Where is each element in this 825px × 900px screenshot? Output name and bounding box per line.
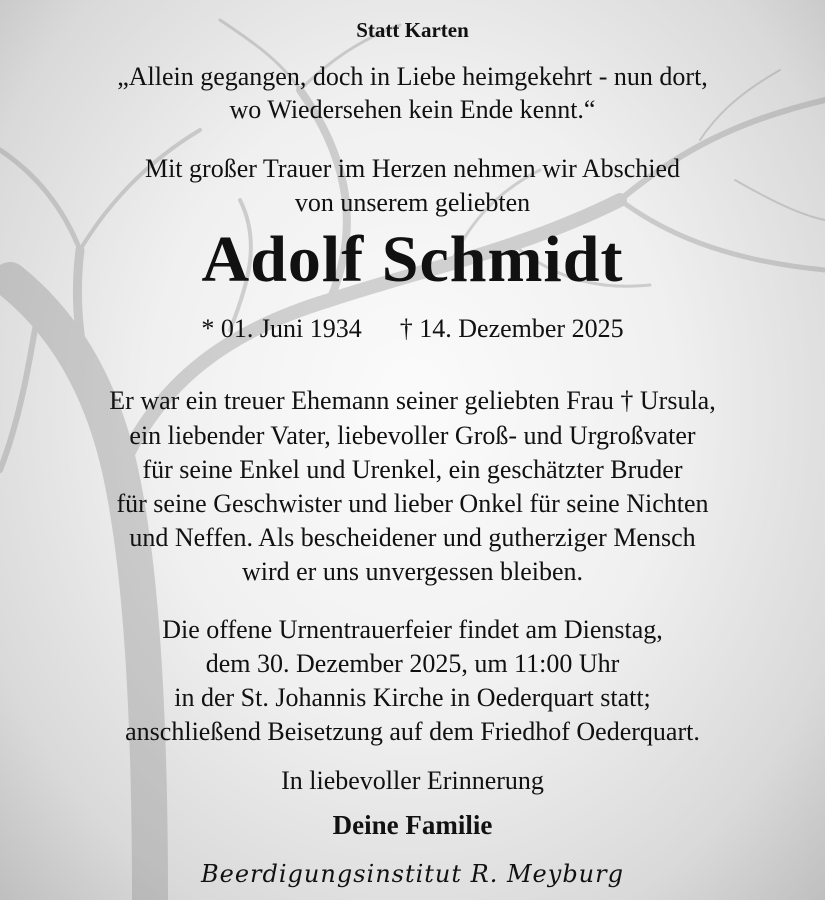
intro-line: von unserem geliebten bbox=[294, 188, 531, 217]
quote-line: „Allein gegangen, doch in Liebe heimgekehrt - nun dort, bbox=[117, 62, 708, 91]
ceremony-line: dem 30. Dezember 2025, um 11:00 Uhr bbox=[205, 649, 620, 678]
ceremony-line: anschließend Beisetzung auf dem Friedhof Oederquart. bbox=[125, 717, 700, 746]
tribute-line: für seine Geschwister und lieber Onkel für seine Nichten bbox=[116, 489, 709, 518]
tribute-line: für seine Enkel und Urenkel, ein geschätzter Bruder bbox=[142, 455, 683, 484]
tribute-line: wird er uns unvergessen bleiben. bbox=[241, 557, 584, 586]
ceremony-line: in der St. Johannis Kirche in Oederquart statt; bbox=[174, 683, 651, 712]
tribute-line: und Neffen. Als bescheidener und gutherziger Mensch bbox=[129, 523, 696, 552]
tribute-line: Er war ein treuer Ehemann seiner geliebten Frau † Ursula, bbox=[109, 386, 716, 415]
birth-date: * 01. Juni 1934 bbox=[201, 314, 362, 343]
ceremony-line: Die offene Urnentrauerfeier findet am Dienstag, bbox=[162, 615, 663, 644]
header-label: Statt Karten bbox=[356, 18, 469, 42]
tribute-line: ein liebender Vater, liebevoller Groß- und Urgroßvater bbox=[129, 421, 696, 450]
family-signature: Deine Familie bbox=[332, 810, 493, 840]
quote-line: wo Wiedersehen kein Ende kennt.“ bbox=[229, 95, 596, 124]
deceased-name: Adolf Schmidt bbox=[201, 223, 624, 296]
undertaker-name: Beerdigungsinstitut R. Meyburg bbox=[201, 860, 624, 888]
closing-line: In liebevoller Erinnerung bbox=[281, 766, 544, 795]
intro-line: Mit großer Trauer im Herzen nehmen wir Abschied bbox=[144, 154, 681, 183]
life-dates bbox=[0, 314, 825, 344]
death-date: † 14. Dezember 2025 bbox=[399, 314, 624, 343]
